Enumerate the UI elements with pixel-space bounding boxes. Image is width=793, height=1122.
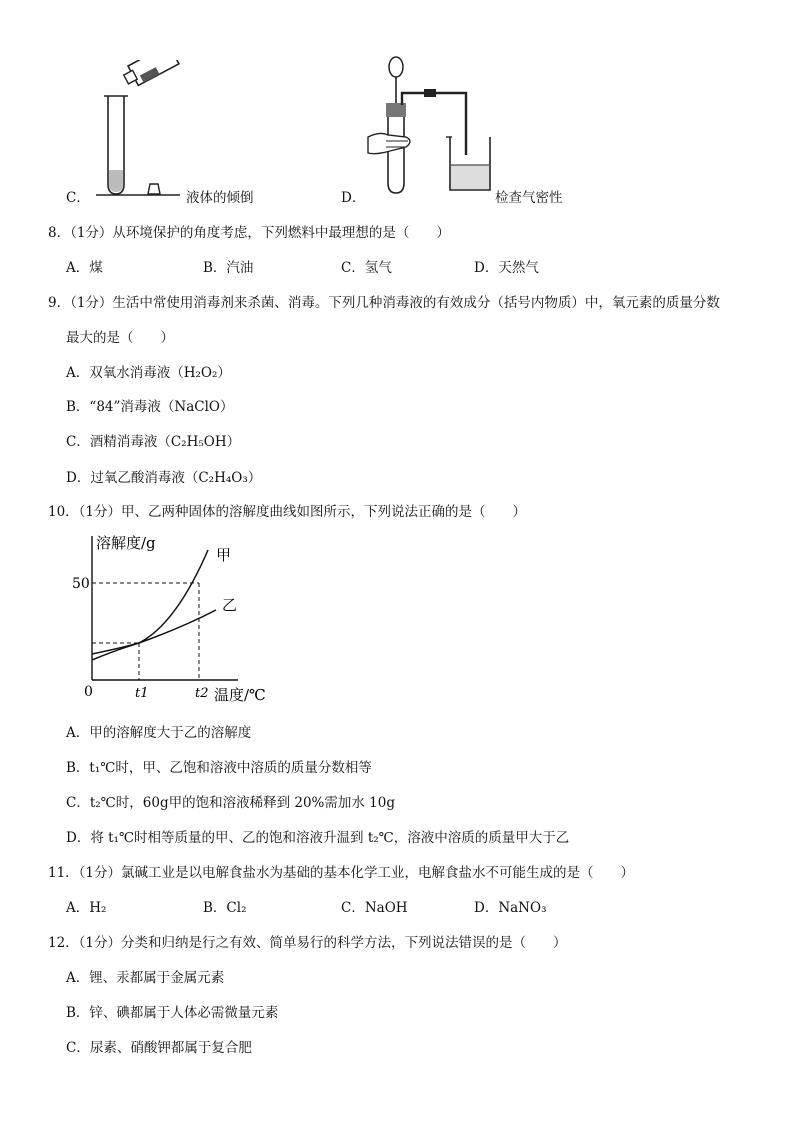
x-tick-t1: t1 xyxy=(135,686,149,701)
q9-stem-line1: 9．（1分）生活中常使用消毒剂来杀菌、消毒。下列几种消毒液的有效成分（括号内物质）中，氧元素的质量分数 xyxy=(48,295,720,311)
q10-option-a: A．甲的溶解度大于乙的溶解度 xyxy=(66,725,252,741)
q12-option-c: C．尿素、硝酸钾都属于复合肥 xyxy=(66,1040,252,1056)
q11-option-c: C．NaOH xyxy=(341,900,408,916)
y-axis-label: 溶解度/g xyxy=(96,534,156,552)
q8-stem: 8．（1分）从环境保护的角度考虑，下列燃料中最理想的是（ ） xyxy=(48,225,450,241)
q12-option-b: B．锌、碘都属于人体必需微量元素 xyxy=(66,1005,279,1021)
q8-option-b: B．汽油 xyxy=(203,260,254,276)
x-tick-t2: t2 xyxy=(195,686,209,701)
q12-stem: 12．（1分）分类和归纳是行之有效、简单易行的科学方法，下列说法错误的是（ ） xyxy=(48,935,567,951)
q11-option-d: D．NaNO₃ xyxy=(474,900,547,916)
q12-option-a: A．锂、汞都属于金属元素 xyxy=(66,970,225,986)
q8-option-d: D．天然气 xyxy=(474,260,539,276)
q10-option-c: C．t₂℃时，60g甲的饱和溶液稀释到 20%需加水 10g xyxy=(66,795,395,811)
q7-option-d-letter: D． xyxy=(341,190,366,206)
curve-label-jia: 甲 xyxy=(216,546,232,564)
pouring-liquid-figure xyxy=(96,60,206,200)
q9-option-c: C．酒精消毒液（C₂H₅OH） xyxy=(66,434,241,450)
curve-label-yi: 乙 xyxy=(222,596,238,614)
q11-option-b: B．Cl₂ xyxy=(203,900,247,916)
q8-option-c: C．氢气 xyxy=(341,260,392,276)
airtightness-check-figure xyxy=(366,55,526,200)
origin-label: 0 xyxy=(84,684,93,700)
q7-option-c-caption: 液体的倾倒 xyxy=(186,190,254,206)
q10-option-b: B．t₁℃时，甲、乙饱和溶液中溶质的质量分数相等 xyxy=(66,760,372,776)
q11-option-a: A．H₂ xyxy=(66,900,107,916)
solubility-curve-graph xyxy=(66,530,286,710)
q7-option-d-caption: 检查气密性 xyxy=(495,190,563,206)
q9-stem-line2: 最大的是（ ） xyxy=(66,330,174,346)
q10-option-d: D．将 t₁℃时相等质量的甲、乙的饱和溶液升温到 t₂℃，溶液中溶质的质量甲大于乙 xyxy=(66,830,570,846)
q11-stem: 11．（1分）氯碱工业是以电解食盐水为基础的基本化学工业，电解食盐水不可能生成的是（ ） xyxy=(48,865,635,881)
q10-stem: 10．（1分）甲、乙两种固体的溶解度曲线如图所示，下列说法正确的是（ ） xyxy=(48,504,527,520)
q9-option-a: A．双氧水消毒液（H₂O₂） xyxy=(66,365,231,381)
curve-yi xyxy=(92,610,216,660)
q9-option-b: B．“84”消毒液（NaClO） xyxy=(66,399,234,415)
q7-option-c-letter: C． xyxy=(66,190,90,206)
y-tick-50: 50 xyxy=(72,576,90,592)
q9-option-d: D．过氧乙酸消毒液（C₂H₄O₃） xyxy=(66,470,262,486)
q8-option-a: A．煤 xyxy=(66,260,103,276)
x-axis-label: 温度/℃ xyxy=(214,686,266,704)
